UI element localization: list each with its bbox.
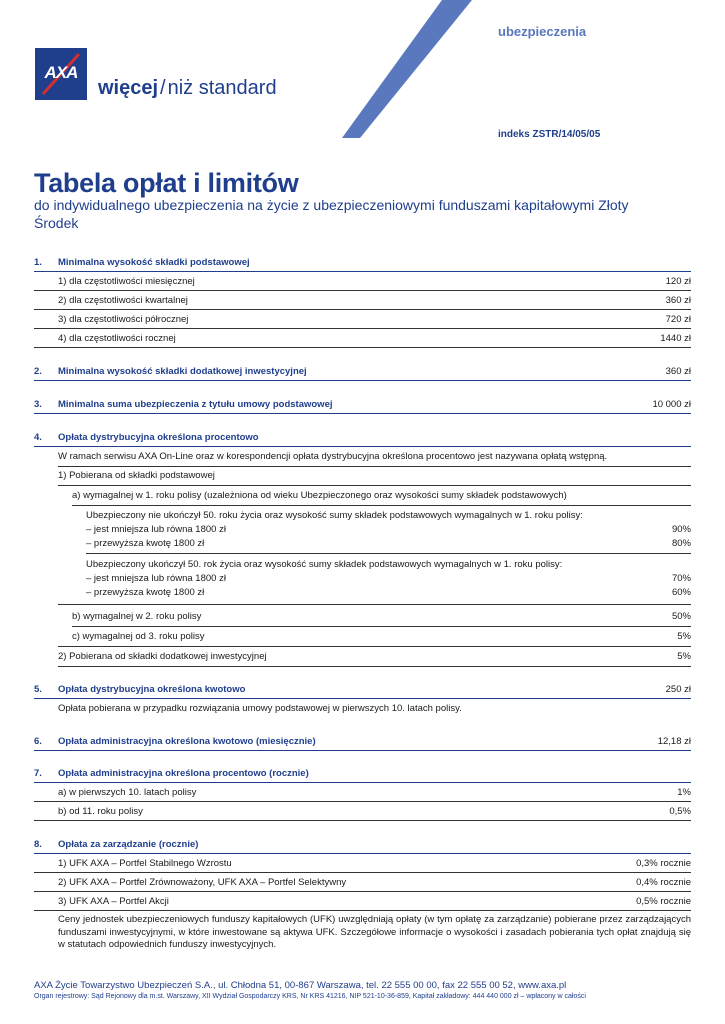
over50-hi-value: 60% — [671, 587, 691, 598]
page-title: Tabela opłat i limitów — [34, 168, 299, 198]
table-row — [34, 333, 691, 348]
section-number: 4. — [34, 432, 42, 443]
section-label: Opłata dystrybucyjna określona kwotowo — [58, 684, 246, 695]
section-4-c-value: 5% — [677, 631, 691, 642]
divider — [58, 466, 691, 467]
row-label: 3) UFK AXA – Portfel Akcji — [58, 896, 169, 907]
footer-company-info: AXA Życie Towarzystwo Ubezpieczeń S.A., ul. Chłodna 51, 00-867 Warszawa, tel. 22 555 00 00, fax 22 555 00 52, www.axa.pl — [34, 980, 567, 991]
section-label: Minimalna suma ubezpieczenia z tytułu umowy podstawowej — [58, 399, 333, 410]
section-5-header — [34, 684, 691, 699]
section-4-a: a) wymagalnej w 1. roku polisy (uzależniona od wieku Ubezpieczonego oraz wysokości sumy składek podstawowych) — [72, 490, 567, 501]
section-number: 7. — [34, 768, 42, 779]
row-value: 360 zł — [665, 295, 691, 306]
diagonal-stripe-graphic — [0, 0, 725, 140]
under50-hi-value: 80% — [671, 538, 691, 549]
row-label: a) w pierwszych 10. latach polisy — [58, 787, 197, 798]
table-row — [34, 787, 691, 802]
section-value: 10 000 zł — [652, 399, 691, 410]
table-row — [34, 896, 691, 911]
section-label: Opłata administracyjna określona kwotowo (miesięcznie) — [58, 736, 316, 747]
section-6-header — [34, 736, 691, 751]
section-label: Minimalna wysokość składki podstawowej — [58, 257, 250, 268]
section-4-c: c) wymagalnej od 3. roku polisy — [72, 631, 205, 642]
section-1-header — [34, 257, 691, 272]
section-number: 2. — [34, 366, 42, 377]
over50-lo-value: 70% — [671, 573, 691, 584]
divider — [72, 505, 691, 506]
section-4-b: b) wymagalnej w 2. roku polisy — [72, 611, 202, 622]
section-8-note: Ceny jednostek ubezpieczeniowych funduszy kapitałowych (UFK) uwzględniają opłaty (w tym opłatę za zarządzanie) pobierane przez zarządzających funduszami inwestycyjnymi, w które inwestowane są aktywa UFK. Szczegółowe informacje o wysokości i zasadach pobierania tych opłat znajdują się w statutach odpowiednich funduszy inwestycyjnych. — [58, 914, 691, 950]
divider — [58, 604, 691, 605]
row-value: 0,4% rocznie — [636, 877, 691, 888]
axa-logo-text: AXA — [44, 63, 78, 82]
row-value: 1440 zł — [660, 333, 691, 344]
section-2-header — [34, 366, 691, 381]
under50-text: Ubezpieczony nie ukończył 50. roku życia oraz wysokość sumy składek podstawowych wymagalnych w 1. roku polisy: — [86, 510, 583, 521]
section-number: 1. — [34, 257, 42, 268]
section-label: Opłata administracyjna określona procentowo (rocznie) — [58, 768, 309, 779]
row-value: 0,3% rocznie — [636, 858, 691, 869]
brand-tagline: więcej / niż standard — [98, 77, 277, 99]
divider — [58, 646, 691, 647]
row-value: 0,5% rocznie — [636, 896, 691, 907]
section-3-header — [34, 399, 691, 414]
row-value: 720 zł — [665, 314, 691, 325]
section-number: 3. — [34, 399, 42, 410]
section-number: 5. — [34, 684, 42, 695]
row-label: 1) dla częstotliwości miesięcznej — [58, 276, 195, 287]
divider — [58, 666, 691, 667]
row-value: 120 zł — [665, 276, 691, 287]
section-4-p2: 2) Pobierana od składki dodatkowej inwestycyjnej — [58, 651, 267, 662]
divider — [58, 485, 691, 486]
tagline-bold: więcej — [98, 77, 159, 99]
section-label: Minimalna wysokość składki dodatkowej inwestycyjnej — [58, 366, 307, 377]
row-label: 3) dla częstotliwości półrocznej — [58, 314, 189, 325]
row-value: 1% — [677, 787, 691, 798]
over50-hi: – przewyższa kwotę 1800 zł — [86, 587, 205, 598]
section-7-header — [34, 768, 691, 783]
table-row — [34, 806, 691, 821]
table-row — [34, 314, 691, 329]
section-4-p1: 1) Pobierana od składki podstawowej — [58, 470, 215, 481]
row-value: 0,5% — [669, 806, 691, 817]
divider — [72, 626, 691, 627]
document-index: indeks ZSTR/14/05/05 — [498, 129, 601, 140]
section-4-p2-value: 5% — [677, 651, 691, 662]
table-row — [34, 858, 691, 873]
section-value: 360 zł — [665, 366, 691, 377]
section-5-note: Opłata pobierana w przypadku rozwiązania umowy podstawowej w pierwszych 10. latach polisy. — [58, 703, 462, 714]
under50-lo-value: 90% — [671, 524, 691, 535]
tagline-rest: niż standard — [167, 77, 277, 99]
section-8-header — [34, 839, 691, 854]
under50-lo: – jest mniejsza lub równa 1800 zł — [86, 524, 226, 535]
section-4-header — [34, 432, 691, 447]
section-value: 12,18 zł — [657, 736, 691, 747]
section-number: 6. — [34, 736, 42, 747]
category-label: ubezpieczenia — [498, 24, 587, 39]
row-label: 1) UFK AXA – Portfel Stabilnego Wzrostu — [58, 858, 232, 869]
table-row — [34, 276, 691, 291]
section-4-b-value: 50% — [671, 611, 691, 622]
table-row — [34, 877, 691, 892]
section-label: Opłata dystrybucyjna określona procentowo — [58, 432, 259, 443]
row-label: 4) dla częstotliwości rocznej — [58, 333, 176, 344]
row-label: 2) UFK AXA – Portfel Zrównoważony, UFK AXA – Portfel Selektywny — [58, 877, 347, 888]
footer-registration-info: Organ rejestrowy: Sąd Rejonowy dla m.st. Warszawy, XII Wydział Gospodarczy KRS, Nr KRS 41216, NIP 521-10-36-859, Kapitał zakładowy: 444 440 000 zł – wpłacony w całości — [34, 993, 586, 1000]
table-row — [34, 295, 691, 310]
section-number: 8. — [34, 839, 42, 850]
over50-text: Ubezpieczony ukończył 50. rok życia oraz wysokość sumy składek podstawowych wymagalnych w 1. roku polisy: — [86, 559, 563, 570]
section-4-note: W ramach serwisu AXA On-Line oraz w korespondencji opłata dystrybucyjna określona procentowo jest nazywana opłatą wstępną. — [58, 451, 608, 462]
row-label: 2) dla częstotliwości kwartalnej — [58, 295, 188, 306]
over50-lo: – jest mniejsza lub równa 1800 zł — [86, 573, 226, 584]
section-value: 250 zł — [665, 684, 691, 695]
divider — [86, 553, 691, 554]
section-label: Opłata za zarządzanie (rocznie) — [58, 839, 199, 850]
row-label: b) od 11. roku polisy — [58, 806, 143, 817]
under50-hi: – przewyższa kwotę 1800 zł — [86, 538, 205, 549]
page-subtitle: do indywidualnego ubezpieczenia na życie z ubezpieczeniowymi funduszami kapitałowymi Złoty Środek — [34, 197, 629, 231]
